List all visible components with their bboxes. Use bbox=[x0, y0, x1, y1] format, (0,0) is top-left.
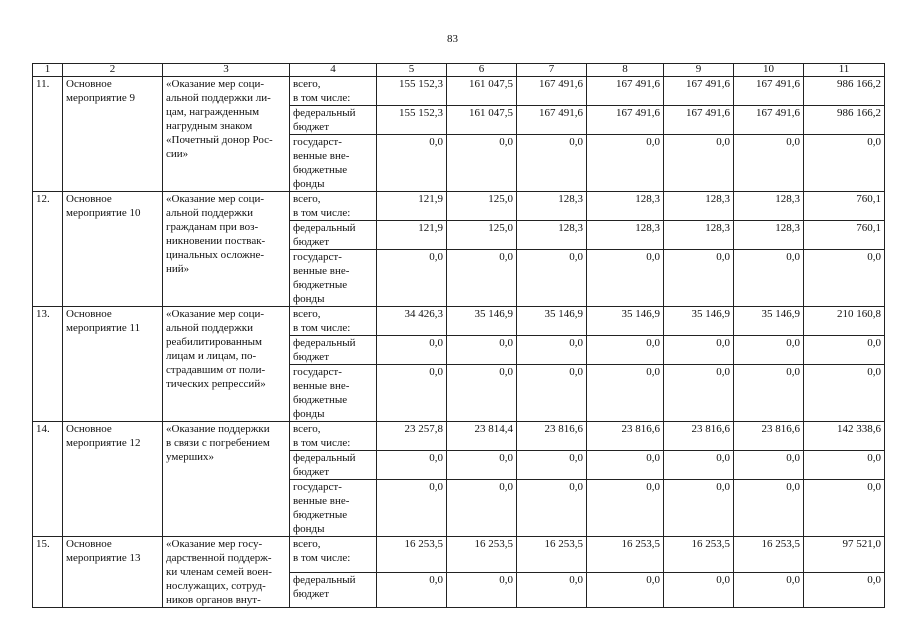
amount-cell: 0,0 bbox=[734, 572, 804, 608]
amount-cell: 0,0 bbox=[734, 365, 804, 422]
table-row bbox=[33, 307, 885, 336]
table-row bbox=[33, 77, 885, 106]
amount-cell: 161 047,5 bbox=[447, 77, 517, 106]
amount-cell: 0,0 bbox=[664, 250, 734, 307]
funding-source-label: всего, в том числе: bbox=[290, 77, 377, 106]
column-number: 1 bbox=[33, 64, 63, 77]
amount-cell: 155 152,3 bbox=[377, 77, 447, 106]
column-number: 8 bbox=[587, 64, 664, 77]
amount-cell: 121,9 bbox=[377, 221, 447, 250]
amount-cell: 0,0 bbox=[377, 480, 447, 537]
amount-cell: 167 491,6 bbox=[517, 77, 587, 106]
funding-source-label: всего, в том числе: bbox=[290, 537, 377, 573]
amount-cell: 0,0 bbox=[447, 451, 517, 480]
amount-cell: 0,0 bbox=[804, 572, 885, 608]
amount-cell: 0,0 bbox=[447, 365, 517, 422]
table-body bbox=[33, 77, 885, 608]
amount-cell: 16 253,5 bbox=[734, 537, 804, 573]
amount-cell: 0,0 bbox=[517, 365, 587, 422]
amount-cell: 0,0 bbox=[587, 451, 664, 480]
amount-cell: 0,0 bbox=[587, 480, 664, 537]
funding-source-label: федеральный бюджет bbox=[290, 336, 377, 365]
row-number: 12. bbox=[33, 192, 63, 307]
activity-description: «Оказание мер соци- альной поддержки ли- цам, награжденным нагрудным знаком «Почетный донор Рос- сии» bbox=[163, 77, 290, 192]
amount-cell: 986 166,2 bbox=[804, 77, 885, 106]
amount-cell: 0,0 bbox=[587, 250, 664, 307]
column-number: 6 bbox=[447, 64, 517, 77]
amount-cell: 35 146,9 bbox=[587, 307, 664, 336]
amount-cell: 35 146,9 bbox=[447, 307, 517, 336]
amount-cell: 35 146,9 bbox=[664, 307, 734, 336]
amount-cell: 0,0 bbox=[734, 135, 804, 192]
funding-source-label: государст- венные вне- бюджетные фонды bbox=[290, 480, 377, 537]
amount-cell: 0,0 bbox=[517, 480, 587, 537]
amount-cell: 0,0 bbox=[804, 135, 885, 192]
amount-cell: 167 491,6 bbox=[587, 77, 664, 106]
funding-source-label: всего, в том числе: bbox=[290, 422, 377, 451]
amount-cell: 760,1 bbox=[804, 192, 885, 221]
amount-cell: 0,0 bbox=[734, 250, 804, 307]
funding-source-label: федеральный бюджет bbox=[290, 221, 377, 250]
amount-cell: 128,3 bbox=[587, 192, 664, 221]
amount-cell: 0,0 bbox=[377, 572, 447, 608]
activity-name: Основное мероприятие 12 bbox=[63, 422, 163, 537]
column-number: 4 bbox=[290, 64, 377, 77]
amount-cell: 0,0 bbox=[447, 336, 517, 365]
funding-source-label: федеральный бюджет bbox=[290, 106, 377, 135]
amount-cell: 128,3 bbox=[517, 221, 587, 250]
column-number: 11 bbox=[804, 64, 885, 77]
amount-cell: 16 253,5 bbox=[517, 537, 587, 573]
amount-cell: 0,0 bbox=[517, 451, 587, 480]
funding-source-label: государст- венные вне- бюджетные фонды bbox=[290, 250, 377, 307]
amount-cell: 0,0 bbox=[804, 451, 885, 480]
amount-cell: 0,0 bbox=[517, 572, 587, 608]
amount-cell: 23 816,6 bbox=[587, 422, 664, 451]
amount-cell: 0,0 bbox=[664, 365, 734, 422]
amount-cell: 35 146,9 bbox=[517, 307, 587, 336]
amount-cell: 167 491,6 bbox=[587, 106, 664, 135]
amount-cell: 167 491,6 bbox=[734, 106, 804, 135]
amount-cell: 16 253,5 bbox=[377, 537, 447, 573]
amount-cell: 0,0 bbox=[664, 451, 734, 480]
amount-cell: 0,0 bbox=[447, 572, 517, 608]
funding-source-label: всего, в том числе: bbox=[290, 307, 377, 336]
amount-cell: 0,0 bbox=[664, 336, 734, 365]
table-row bbox=[33, 192, 885, 221]
amount-cell: 23 816,6 bbox=[664, 422, 734, 451]
amount-cell: 0,0 bbox=[664, 135, 734, 192]
amount-cell: 125,0 bbox=[447, 221, 517, 250]
amount-cell: 0,0 bbox=[664, 572, 734, 608]
amount-cell: 34 426,3 bbox=[377, 307, 447, 336]
amount-cell: 0,0 bbox=[804, 480, 885, 537]
activity-description: «Оказание мер соци- альной поддержки реабилитированным лицам и лицам, по- страдавшим от поли- тических репрессий» bbox=[163, 307, 290, 422]
amount-cell: 167 491,6 bbox=[664, 106, 734, 135]
amount-cell: 0,0 bbox=[804, 336, 885, 365]
activity-description: «Оказание поддержки в связи с погребением умерших» bbox=[163, 422, 290, 537]
row-number: 14. bbox=[33, 422, 63, 537]
budget-table bbox=[32, 63, 885, 608]
amount-cell: 155 152,3 bbox=[377, 106, 447, 135]
amount-cell: 0,0 bbox=[587, 336, 664, 365]
amount-cell: 35 146,9 bbox=[734, 307, 804, 336]
amount-cell: 128,3 bbox=[734, 221, 804, 250]
amount-cell: 128,3 bbox=[517, 192, 587, 221]
funding-source-label: государст- венные вне- бюджетные фонды bbox=[290, 365, 377, 422]
amount-cell: 16 253,5 bbox=[447, 537, 517, 573]
amount-cell: 0,0 bbox=[587, 572, 664, 608]
amount-cell: 167 491,6 bbox=[664, 77, 734, 106]
amount-cell: 0,0 bbox=[377, 250, 447, 307]
amount-cell: 0,0 bbox=[377, 451, 447, 480]
amount-cell: 0,0 bbox=[377, 336, 447, 365]
activity-description: «Оказание мер госу- дарственной поддерж- ки членам семей воен- нослужащих, сотруд- ников органов внут- bbox=[163, 537, 290, 608]
column-number-row bbox=[33, 64, 885, 77]
amount-cell: 0,0 bbox=[517, 250, 587, 307]
activity-name: Основное мероприятие 13 bbox=[63, 537, 163, 608]
column-number: 7 bbox=[517, 64, 587, 77]
amount-cell: 23 257,8 bbox=[377, 422, 447, 451]
activity-description: «Оказание мер соци- альной поддержки гражданам при воз- никновении поствак- цинальных осложне- ний» bbox=[163, 192, 290, 307]
amount-cell: 0,0 bbox=[734, 480, 804, 537]
column-number: 5 bbox=[377, 64, 447, 77]
amount-cell: 760,1 bbox=[804, 221, 885, 250]
funding-source-label: всего, в том числе: bbox=[290, 192, 377, 221]
amount-cell: 23 816,6 bbox=[517, 422, 587, 451]
table-row bbox=[33, 422, 885, 451]
amount-cell: 23 814,4 bbox=[447, 422, 517, 451]
amount-cell: 125,0 bbox=[447, 192, 517, 221]
column-number: 2 bbox=[63, 64, 163, 77]
amount-cell: 167 491,6 bbox=[734, 77, 804, 106]
amount-cell: 128,3 bbox=[734, 192, 804, 221]
amount-cell: 128,3 bbox=[664, 221, 734, 250]
amount-cell: 0,0 bbox=[517, 135, 587, 192]
column-number: 9 bbox=[664, 64, 734, 77]
amount-cell: 0,0 bbox=[587, 135, 664, 192]
row-number: 15. bbox=[33, 537, 63, 608]
amount-cell: 0,0 bbox=[377, 365, 447, 422]
row-number: 11. bbox=[33, 77, 63, 192]
funding-source-label: федеральный бюджет bbox=[290, 572, 377, 608]
activity-name: Основное мероприятие 9 bbox=[63, 77, 163, 192]
amount-cell: 0,0 bbox=[804, 365, 885, 422]
amount-cell: 0,0 bbox=[447, 135, 517, 192]
amount-cell: 0,0 bbox=[377, 135, 447, 192]
amount-cell: 0,0 bbox=[804, 250, 885, 307]
amount-cell: 142 338,6 bbox=[804, 422, 885, 451]
amount-cell: 0,0 bbox=[447, 480, 517, 537]
amount-cell: 0,0 bbox=[447, 250, 517, 307]
amount-cell: 0,0 bbox=[517, 336, 587, 365]
amount-cell: 97 521,0 bbox=[804, 537, 885, 573]
amount-cell: 0,0 bbox=[734, 336, 804, 365]
activity-name: Основное мероприятие 11 bbox=[63, 307, 163, 422]
amount-cell: 167 491,6 bbox=[517, 106, 587, 135]
activity-name: Основное мероприятие 10 bbox=[63, 192, 163, 307]
funding-source-label: федеральный бюджет bbox=[290, 451, 377, 480]
amount-cell: 161 047,5 bbox=[447, 106, 517, 135]
amount-cell: 986 166,2 bbox=[804, 106, 885, 135]
amount-cell: 128,3 bbox=[664, 192, 734, 221]
amount-cell: 0,0 bbox=[734, 451, 804, 480]
amount-cell: 210 160,8 bbox=[804, 307, 885, 336]
amount-cell: 0,0 bbox=[664, 480, 734, 537]
amount-cell: 0,0 bbox=[587, 365, 664, 422]
column-number: 10 bbox=[734, 64, 804, 77]
amount-cell: 128,3 bbox=[587, 221, 664, 250]
amount-cell: 121,9 bbox=[377, 192, 447, 221]
funding-source-label: государст- венные вне- бюджетные фонды bbox=[290, 135, 377, 192]
amount-cell: 16 253,5 bbox=[587, 537, 664, 573]
amount-cell: 16 253,5 bbox=[664, 537, 734, 573]
table-row bbox=[33, 537, 885, 573]
amount-cell: 23 816,6 bbox=[734, 422, 804, 451]
page-number: 83 bbox=[447, 33, 458, 45]
row-number: 13. bbox=[33, 307, 63, 422]
column-number: 3 bbox=[163, 64, 290, 77]
